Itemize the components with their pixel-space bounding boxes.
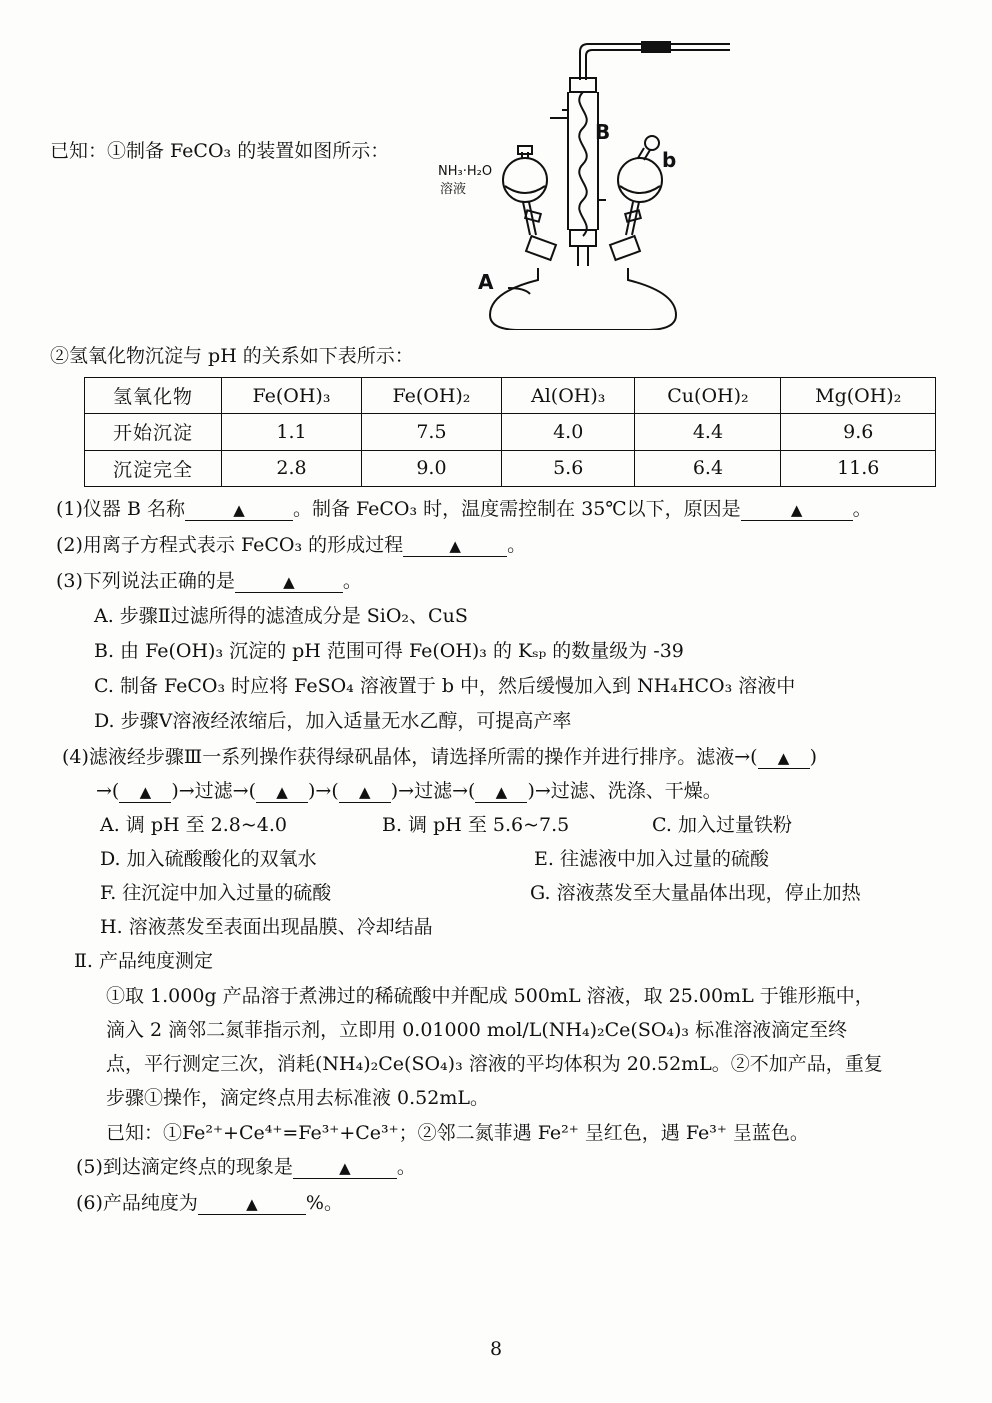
table-header-cell: Al(OH)₃ (501, 378, 635, 414)
apparatus-diagram (430, 30, 740, 330)
table-cell: 4.0 (501, 414, 635, 450)
question-3-option-d: D. 步骤Ⅴ溶液经浓缩后，加入适量无水乙醇，可提高产率 (94, 710, 572, 732)
question-3-text-b: 。 (342, 570, 362, 592)
question-2-text-b: 。 (507, 534, 527, 556)
part-2-paragraph: 滴入 2 滴邻二氮菲指示剂，立即用 0.01000 mol/L(NH₄)₂Ce(SO₄)₃ 标准溶液滴定至终 (106, 1019, 848, 1041)
table-cell: 9.6 (781, 414, 936, 450)
answer-blank[interactable] (403, 535, 507, 557)
blank-mark-icon: ▲ (777, 749, 790, 767)
blank-mark-icon: ▲ (246, 1195, 258, 1213)
question-3-option-c: C. 制备 FeCO₃ 时应将 FeSO₄ 溶液置于 b 中，然后缓慢加入到 NH₄HCO₃ 溶液中 (94, 675, 796, 697)
question-6-text-b: %。 (305, 1192, 343, 1214)
question-4-option-h: H. 溶液蒸发至表面出现晶膜、冷却结晶 (100, 916, 433, 938)
blank-mark-icon: ▲ (790, 501, 803, 519)
question-3-option-a: A. 步骤Ⅱ过滤所得的滤渣成分是 SiO₂、CuS (94, 605, 468, 627)
blank-mark-icon: ▲ (495, 783, 508, 801)
table-row-label: 沉淀完全 (85, 450, 222, 486)
question-4-option-c: C. 加入过量铁粉 (652, 814, 792, 836)
question-1-text-c: 。 (852, 498, 872, 520)
question-4-option-g: G. 溶液蒸发至大量晶体出现，停止加热 (530, 882, 861, 904)
question-4-text-g: )→过滤、洗涤、干燥。 (527, 780, 722, 802)
table-cell: 5.6 (501, 450, 635, 486)
question-5-text-b: 。 (396, 1156, 416, 1178)
answer-blank[interactable] (198, 1193, 306, 1215)
known-apparatus-intro: 已知：①制备 FeCO₃ 的装置如图所示： (50, 140, 390, 162)
table-cell: 11.6 (781, 450, 936, 486)
apparatus-label-b-funnel: b (662, 148, 677, 172)
answer-blank[interactable] (758, 747, 810, 769)
answer-blank[interactable] (119, 781, 171, 803)
table-cell: 4.4 (635, 414, 781, 450)
question-4-line-2 (96, 778, 722, 804)
question-4-text-f: )→过滤→( (390, 780, 476, 802)
question-2-text-a: (2)用离子方程式表示 FeCO₃ 的形成过程 (56, 534, 404, 556)
question-4-text-e: )→( (308, 780, 339, 802)
blank-mark-icon: ▲ (276, 783, 288, 801)
blank-mark-icon: ▲ (139, 783, 152, 801)
answer-blank[interactable] (475, 781, 527, 803)
question-3-option-b: B. 由 Fe(OH)₃ 沉淀的 pH 范围可得 Fe(OH)₃ 的 Kₛₚ 的数量级为 -39 (94, 640, 684, 662)
known-hydroxide-intro: ②氢氧化物沉淀与 pH 的关系如下表所示： (50, 345, 414, 367)
answer-blank[interactable] (185, 499, 293, 521)
blank-mark-icon: ▲ (449, 537, 461, 555)
question-4-text-c: →( (96, 780, 120, 802)
answer-blank[interactable] (235, 571, 343, 593)
table-header-cell: Fe(OH)₂ (361, 378, 501, 414)
blank-mark-icon: ▲ (233, 501, 245, 519)
table-cell: 2.8 (222, 450, 362, 486)
question-3-text-a: (3)下列说法正确的是 (56, 570, 235, 592)
question-4-text-b: ) (809, 746, 817, 768)
blank-mark-icon: ▲ (358, 783, 371, 801)
question-5 (76, 1154, 416, 1180)
question-1-text-a: (1)仪器 B 名称 (56, 498, 185, 520)
table-header-cell: Cu(OH)₂ (635, 378, 781, 414)
part-2-paragraph: ①取 1.000g 产品溶于煮沸过的稀硫酸中并配成 500mL 溶液，取 25.00mL 于锥形瓶中， (106, 985, 874, 1007)
apparatus-label-a-flask: A (478, 270, 494, 294)
question-4-option-d: D. 加入硫酸酸化的双氧水 (100, 848, 317, 870)
question-6 (76, 1190, 343, 1216)
hydroxide-ph-table (84, 377, 936, 487)
table-header-row (85, 378, 936, 414)
question-1-text-b: 。制备 FeCO₃ 时，温度需控制在 35℃以下，原因是 (292, 498, 741, 520)
answer-blank[interactable] (339, 781, 391, 803)
table-row-label: 开始沉淀 (85, 414, 222, 450)
question-1 (56, 496, 872, 522)
table-cell: 9.0 (361, 450, 501, 486)
table-cell: 1.1 (222, 414, 362, 450)
question-4-option-b: B. 调 pH 至 5.6~7.5 (382, 814, 570, 836)
question-4-option-f: F. 往沉淀中加入过量的硫酸 (100, 882, 332, 904)
part-2-paragraph: 步骤①操作，滴定终点用去标准液 0.52mL。 (106, 1087, 489, 1109)
question-4-option-a: A. 调 pH 至 2.8~4.0 (100, 814, 288, 836)
question-4-text-d: )→过滤→( (171, 780, 257, 802)
part-2-title: Ⅱ. 产品纯度测定 (74, 950, 213, 972)
answer-blank[interactable] (293, 1157, 397, 1179)
table-header-cell: 氢氧化物 (85, 378, 222, 414)
table-row (85, 414, 936, 450)
table-row (85, 450, 936, 486)
table-header-cell: Mg(OH)₂ (781, 378, 936, 414)
question-5-text-a: (5)到达滴定终点的现象是 (76, 1156, 293, 1178)
page-number: 8 (489, 1338, 503, 1360)
question-6-text-a: (6)产品纯度为 (76, 1192, 198, 1214)
table-cell: 7.5 (361, 414, 501, 450)
question-4-line-1 (62, 744, 817, 770)
table-cell: 6.4 (635, 450, 781, 486)
question-4-option-e: E. 往滤液中加入过量的硫酸 (534, 848, 769, 870)
table-header-cell: Fe(OH)₃ (222, 378, 362, 414)
answer-blank[interactable] (256, 781, 308, 803)
answer-blank[interactable] (741, 499, 853, 521)
part-2-known: 已知：①Fe²⁺+Ce⁴⁺=Fe³⁺+Ce³⁺；②邻二氮菲遇 Fe²⁺ 呈红色，遇 Fe³⁺ 呈蓝色。 (106, 1122, 809, 1144)
apparatus-reagent-line2: 溶液 (440, 182, 467, 197)
apparatus-label-b-condenser: B (595, 120, 611, 144)
blank-mark-icon: ▲ (283, 573, 295, 591)
apparatus-reagent-line1: NH₃·H₂O (438, 164, 493, 179)
part-2-paragraph: 点，平行测定三次，消耗(NH₄)₂Ce(SO₄)₃ 溶液的平均体积为 20.52mL。②不加产品，重复 (106, 1053, 883, 1075)
question-3 (56, 568, 362, 594)
question-4-text-a: (4)滤液经步骤Ⅲ一系列操作获得绿矾晶体，请选择所需的操作并进行排序。滤液→( (62, 746, 758, 768)
blank-mark-icon: ▲ (339, 1159, 351, 1177)
question-2 (56, 532, 526, 558)
